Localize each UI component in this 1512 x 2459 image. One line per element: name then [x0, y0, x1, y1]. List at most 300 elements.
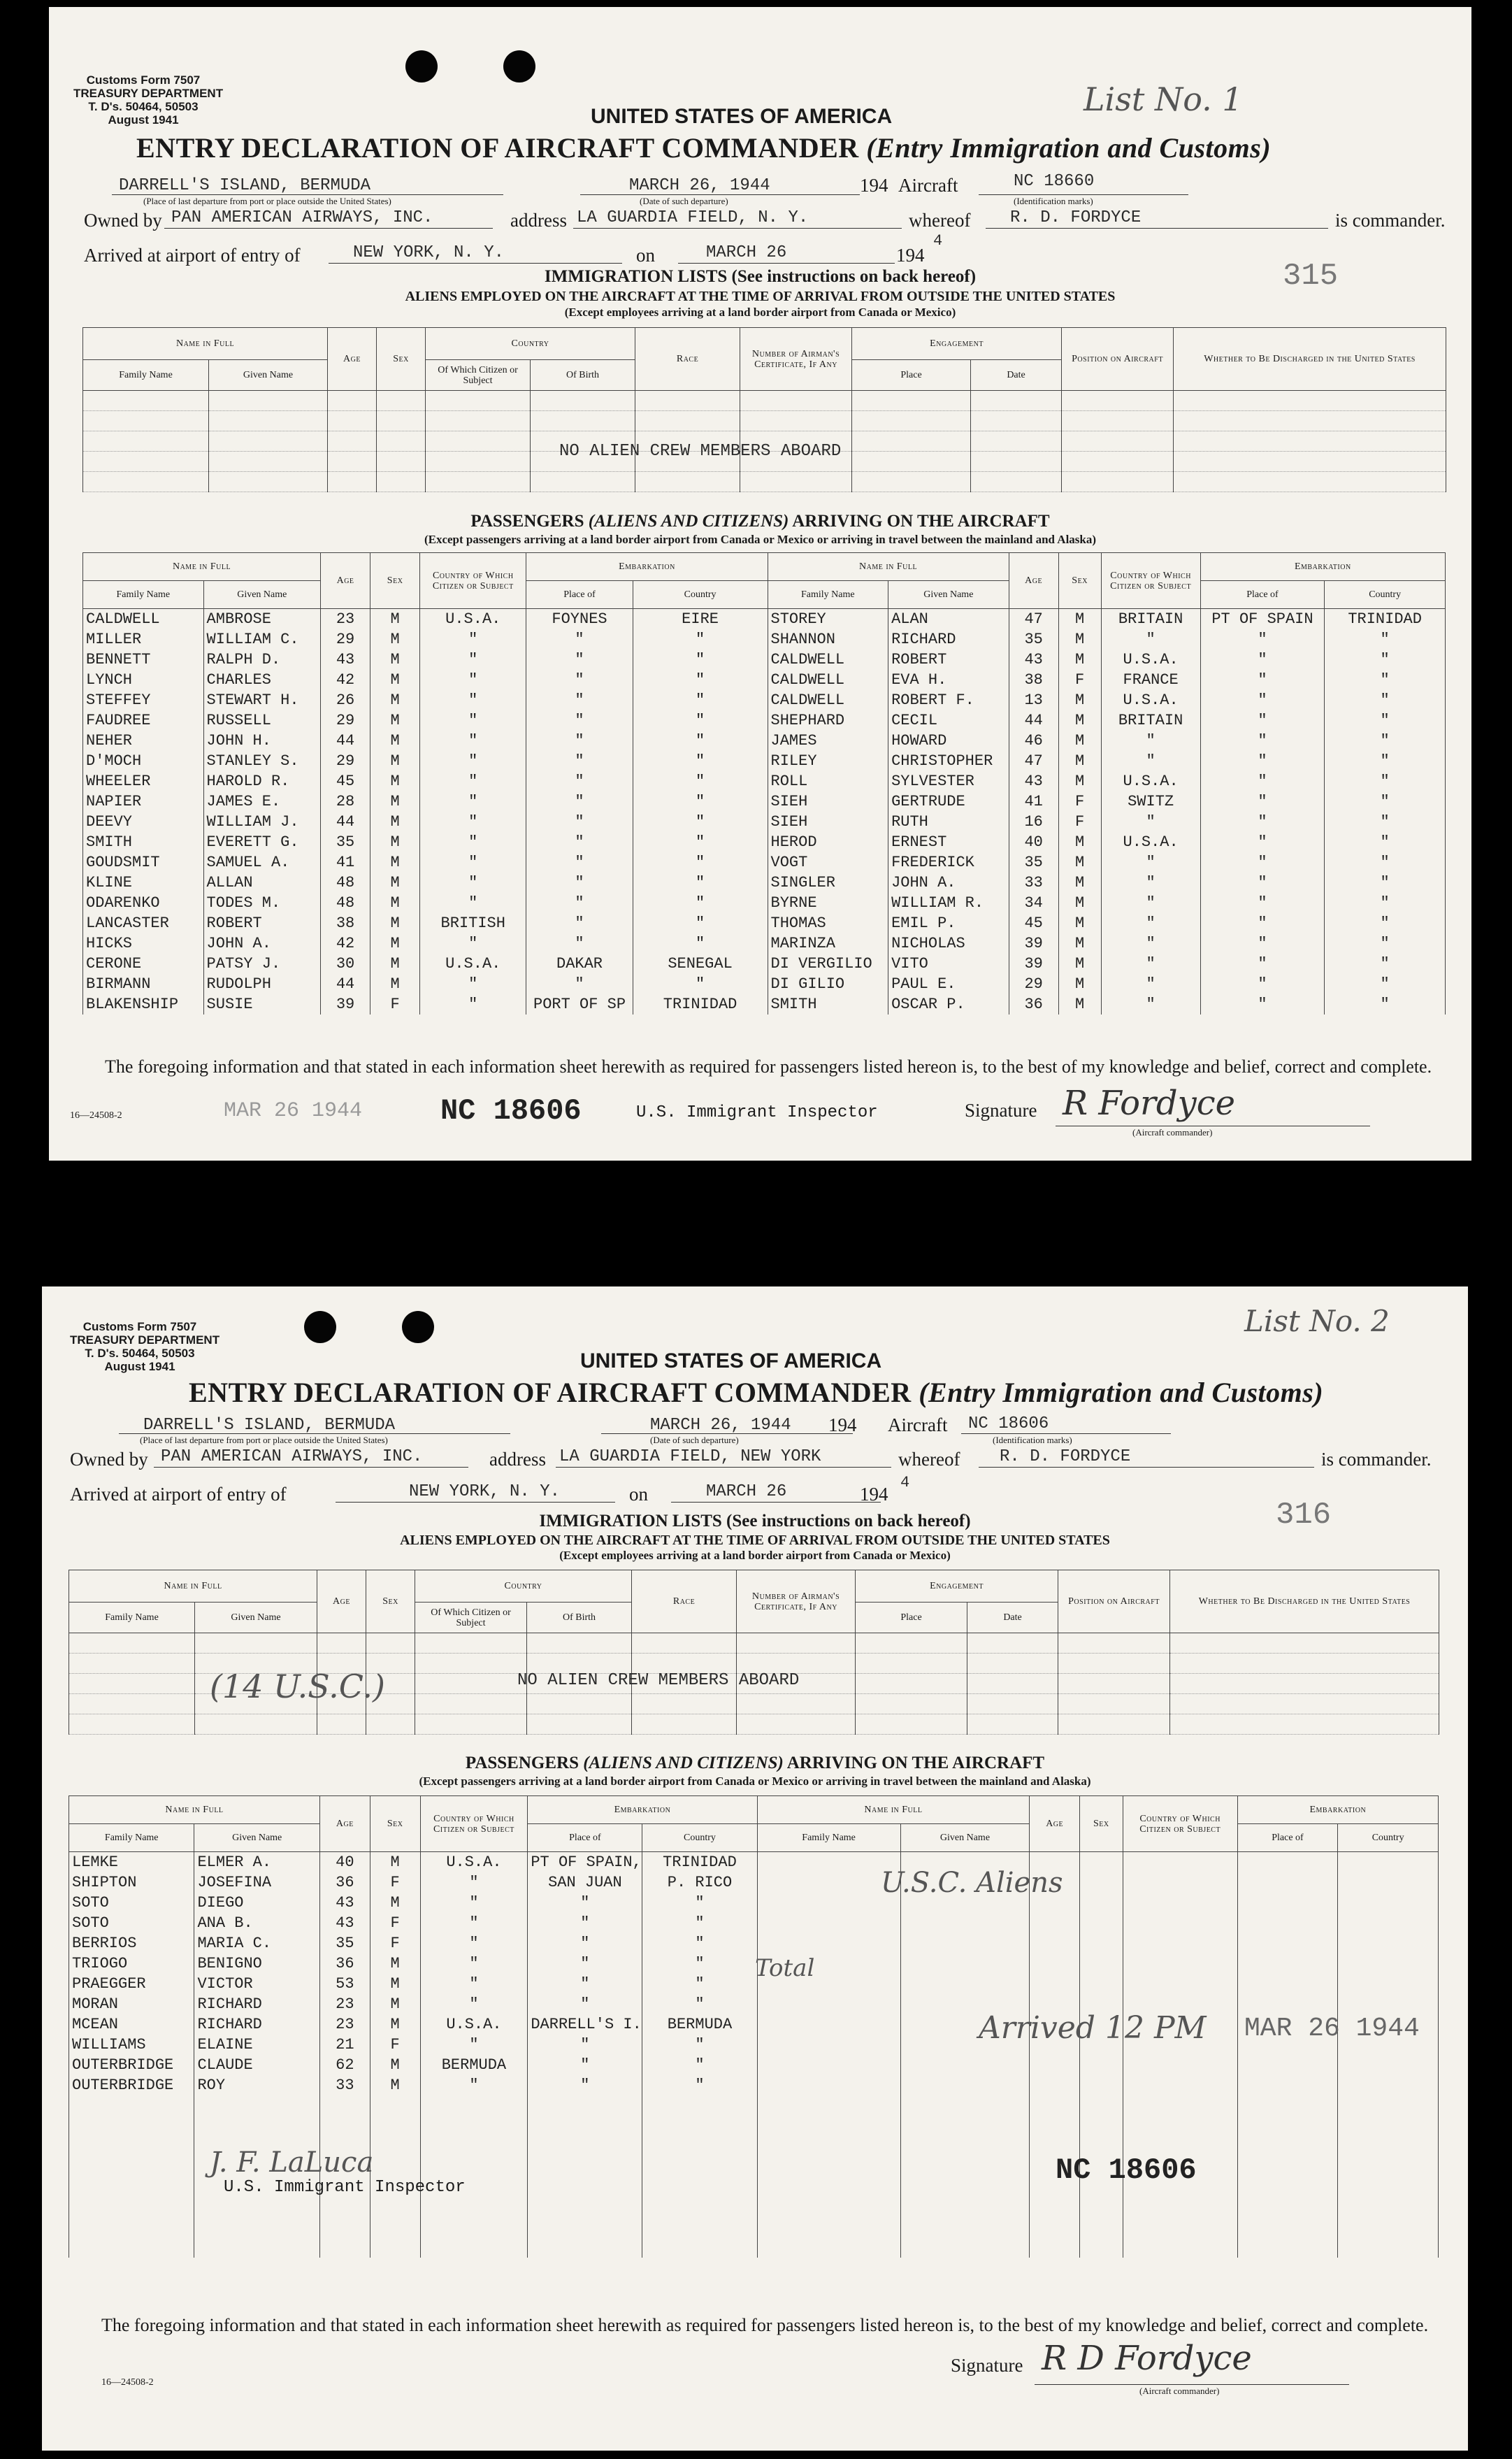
passenger-cell: M — [1058, 690, 1101, 710]
passenger-cell — [528, 2136, 642, 2156]
passenger-cell: MARINZA — [768, 933, 888, 954]
inspector-label: U.S. Immigrant Inspector — [224, 2178, 466, 2197]
passenger-cell: HAROLD R. — [203, 771, 321, 791]
passenger-cell: WILLIAM J. — [203, 812, 321, 832]
passenger-cell: LEMKE — [69, 1852, 194, 1873]
passenger-cell — [1123, 1893, 1237, 1913]
passenger-cell: GERTRUDE — [888, 791, 1009, 812]
passenger-cell — [1237, 1893, 1338, 1913]
owner: PAN AMERICAN AIRWAYS, INC. — [171, 208, 433, 227]
passenger-cell: M — [1058, 994, 1101, 1015]
table-row — [83, 994, 1446, 1015]
passenger-cell: " — [420, 832, 526, 852]
table-row — [83, 974, 1446, 994]
passenger-cell: SOTO — [69, 1893, 194, 1913]
passenger-cell: OUTERBRIDGE — [69, 2055, 194, 2075]
passenger-cell — [1237, 2116, 1338, 2136]
passenger-cell — [1338, 1953, 1439, 1974]
passenger-cell: HOWARD — [888, 731, 1009, 751]
passenger-cell — [1080, 1974, 1123, 1994]
passenger-cell: 42 — [321, 933, 370, 954]
passenger-cell: " — [1200, 974, 1325, 994]
passenger-cell — [1338, 2217, 1439, 2237]
passenger-cell: 36 — [319, 1953, 370, 1974]
passenger-cell: SIEH — [768, 812, 888, 832]
table-row — [69, 1872, 1439, 1893]
passenger-cell — [1338, 1852, 1439, 1873]
aircraft-id: NC 18660 — [1014, 172, 1095, 191]
passenger-cell: DEEVY — [83, 812, 204, 832]
passenger-cell: ERNEST — [888, 832, 1009, 852]
passenger-cell: BRITISH — [420, 913, 526, 933]
passenger-cell: " — [420, 2035, 528, 2055]
passenger-cell: RILEY — [768, 751, 888, 771]
passenger-cell: ROY — [194, 2075, 319, 2095]
passenger-cell — [900, 2095, 1030, 2116]
passenger-cell: " — [633, 832, 768, 852]
passenger-cell — [1030, 1974, 1080, 1994]
passenger-cell: " — [1200, 933, 1325, 954]
passenger-cell — [1237, 2217, 1338, 2237]
passenger-cell: STEFFEY — [83, 690, 204, 710]
table-row — [83, 893, 1446, 913]
passenger-cell: EVA H. — [888, 670, 1009, 690]
passenger-cell: SWITZ — [1101, 791, 1200, 812]
owner: PAN AMERICAN AIRWAYS, INC. — [161, 1447, 423, 1466]
passenger-table: Name in Full Age Sex Country of Which Citizen or Subject Embarkation Name in Full Age Sex Country of Which Citizen or Subject Embarkation Family Name Given Name Place of Country Family Name Given Name Place of Country CALDWELL AMBROSE 23 M U.S.A. FOYNES EIRE STOREY ALAN 47 M BRITAIN PT OF SPAIN TRINIDAD MILLER WILLIAM C. 29 M " " " SHANNON RICHARD 35 M " " " BENNETT RALPH D. 43 M " " " CALDWELL ROBERT 43 M U.S.A. " " LYNCH CHARLES 42 M " " " CALDWELL EVA H. 38 F FRANCE " " STEFFEY STEWART H. 26 M " " " CALDWELL ROBERT F. 13 M U.S.A. " " FAUDREE RUSSELL 29 M " " " SHEPHARD CECIL 44 M BRITAIN " " NEHER JOHN H. 44 M " " " JAMES HOWARD 46 M " " " D'MOCH STANLEY S. 29 M " " " RILEY CHRISTOPHER 47 M " " " WHEELER HAROLD R. 45 M " " " ROLL SYLVESTER 43 M U.S.A. " " NAPIER JAMES E. 28 M " " " SIEH GERTRUDE 41 F SWITZ " " DEEVY WILLIAM J. 44 M " " " SIEH RUTH 16 F " " " SMITH EVERETT G. 35 M " " " HEROD ERNEST 40 M U.S.A. " " GOUDSMIT SAMUEL A. 41 M " " " VOGT FREDERICK 35 M " " " KLINE ALLAN 48 M " " " SINGLER JOHN A. 33 M " " " ODARENKO TODES M. 48 M " " " BYRNE WILLIAM R. 34 M " " " LANCASTER ROBERT 38 M BRITISH " " THOMAS EMIL P. 45 M " " " HICKS JOHN A. 42 M " " " MARINZA NICHOLAS 39 M " " " CERONE PATSY J. 30 M U.S.A. DAKAR SENEGAL DI VERGILIO VITO 39 M " " " BIRMANN RUDOLPH 44 M " " " DI GILIO PAUL E. 29 M " " " BLAKENSHIP SUSIE 39 F " PORT OF SP TRINIDAD SMITH OSCAR P. 36 M " " " — [82, 552, 1446, 1015]
table-row — [69, 1933, 1439, 1953]
form-title: ENTRY DECLARATION OF AIRCRAFT COMMANDER (Entry Immigration and Customs) — [189, 1377, 1324, 1408]
passenger-cell: " — [633, 629, 768, 650]
passenger-cell: RUDOLPH — [203, 974, 321, 994]
passenger-cell: " — [420, 650, 526, 670]
passenger-cell — [1237, 2075, 1338, 2095]
passenger-cell: 23 — [321, 609, 370, 630]
table-row — [69, 1852, 1439, 1873]
passenger-cell: M — [370, 1974, 420, 1994]
passenger-cell: " — [420, 893, 526, 913]
table-row — [69, 1913, 1439, 1933]
form-number: Customs Form 7507 TREASURY DEPARTMENT T. D's. 50464, 50503 August 1941 — [73, 73, 224, 127]
passenger-cell — [1123, 2237, 1237, 2258]
passenger-cell — [1338, 2237, 1439, 2258]
passenger-cell: 38 — [321, 913, 370, 933]
passenger-cell: " — [1101, 629, 1200, 650]
passenger-cell: " — [420, 751, 526, 771]
passenger-cell: M — [1058, 751, 1101, 771]
table-row — [83, 670, 1446, 690]
passenger-cell — [1237, 1974, 1338, 1994]
passenger-cell: " — [1325, 751, 1446, 771]
passenger-cell — [1030, 1953, 1080, 1974]
passenger-cell — [420, 2136, 528, 2156]
passenger-cell: JOHN A. — [888, 873, 1009, 893]
passenger-cell: SAN JUAN — [528, 1872, 642, 1893]
passenger-cell — [757, 2116, 900, 2136]
passenger-cell — [1123, 2197, 1237, 2217]
passenger-cell: FREDERICK — [888, 852, 1009, 873]
passenger-cell: CECIL — [888, 710, 1009, 731]
table-row — [83, 609, 1446, 630]
passenger-cell: 35 — [1009, 852, 1058, 873]
passenger-cell: " — [1325, 629, 1446, 650]
passenger-cell: 45 — [1009, 913, 1058, 933]
passenger-cell — [1080, 2217, 1123, 2237]
passenger-cell: ROLL — [768, 771, 888, 791]
passenger-cell — [420, 2217, 528, 2237]
passenger-cell: " — [1325, 933, 1446, 954]
table-row — [69, 2116, 1439, 2136]
passenger-cell: " — [1325, 731, 1446, 751]
passenger-cell — [757, 2156, 900, 2177]
passenger-cell: 23 — [319, 2014, 370, 2035]
passenger-cell — [528, 2156, 642, 2177]
passenger-cell: PT OF SPAIN, — [528, 1852, 642, 1873]
passenger-cell: " — [420, 933, 526, 954]
passenger-cell: JOSEFINA — [194, 1872, 319, 1893]
passenger-cell: 13 — [1009, 690, 1058, 710]
passenger-cell: " — [420, 812, 526, 832]
place-of-departure: DARRELL'S ISLAND, BERMUDA — [119, 176, 371, 195]
passenger-cell — [194, 2116, 319, 2136]
table-row — [83, 710, 1446, 731]
passenger-cell — [1123, 1953, 1237, 1974]
table-row — [69, 2035, 1439, 2055]
passenger-cell — [757, 1872, 900, 1893]
passenger-cell: M — [370, 852, 420, 873]
arrival-airport: NEW YORK, N. Y. — [353, 243, 505, 262]
passenger-cell: CALDWELL — [768, 690, 888, 710]
passenger-cell — [900, 2075, 1030, 2095]
table-row — [83, 913, 1446, 933]
passenger-cell: U.S.A. — [1101, 832, 1200, 852]
passenger-cell: 46 — [1009, 731, 1058, 751]
passenger-cell — [1338, 1974, 1439, 1994]
passenger-cell: SHEPHARD — [768, 710, 888, 731]
passenger-cell — [642, 2136, 757, 2156]
passenger-cell: HEROD — [768, 832, 888, 852]
passenger-cell: 43 — [1009, 771, 1058, 791]
passenger-cell: M — [1058, 731, 1101, 751]
table-row — [83, 731, 1446, 751]
passenger-cell: U.S.A. — [420, 1852, 528, 1873]
passenger-cell: 62 — [319, 2055, 370, 2075]
passenger-cell: " — [528, 1994, 642, 2014]
passenger-cell: " — [642, 1933, 757, 1953]
passenger-cell: F — [370, 1933, 420, 1953]
passenger-cell — [1237, 2136, 1338, 2156]
passenger-cell — [420, 2095, 528, 2116]
passenger-cell — [370, 2116, 420, 2136]
passenger-cell: 34 — [1009, 893, 1058, 913]
passenger-cell: 47 — [1009, 609, 1058, 630]
aircraft-id: NC 18606 — [968, 1414, 1049, 1433]
passenger-cell — [1080, 2197, 1123, 2217]
passenger-cell: " — [526, 873, 633, 893]
passenger-cell: 53 — [319, 1974, 370, 1994]
table-row — [69, 2095, 1439, 2116]
passenger-cell: " — [1101, 933, 1200, 954]
passenger-cell — [1123, 2217, 1237, 2237]
passenger-cell: " — [642, 2075, 757, 2095]
passenger-cell: M — [370, 2055, 420, 2075]
table-row — [83, 873, 1446, 893]
passenger-cell — [757, 1933, 900, 1953]
passenger-cell — [1237, 2095, 1338, 2116]
passenger-cell: AMBROSE — [203, 609, 321, 630]
passenger-cell — [900, 2116, 1030, 2136]
passenger-cell: 39 — [1009, 954, 1058, 974]
country-heading: UNITED STATES OF AMERICA — [580, 1349, 882, 1372]
passenger-cell: " — [1200, 832, 1325, 852]
passenger-cell: " — [526, 791, 633, 812]
punch-hole — [405, 50, 438, 83]
passenger-cell: " — [526, 913, 633, 933]
passenger-cell: NICHOLAS — [888, 933, 1009, 954]
passenger-cell: " — [1101, 873, 1200, 893]
passenger-cell — [757, 2237, 900, 2258]
passenger-cell — [528, 2217, 642, 2237]
passenger-cell — [420, 2197, 528, 2217]
passenger-cell: M — [1058, 710, 1101, 731]
passenger-cell — [1030, 2237, 1080, 2258]
passenger-cell — [1030, 2075, 1080, 2095]
passenger-cell: " — [420, 1994, 528, 2014]
passenger-cell: 44 — [321, 812, 370, 832]
passenger-cell — [1080, 1872, 1123, 1893]
passenger-cell: 41 — [1009, 791, 1058, 812]
passenger-cell: " — [1325, 812, 1446, 832]
passenger-cell: SMITH — [83, 832, 204, 852]
table-row — [83, 832, 1446, 852]
handwritten-total: Total — [755, 1954, 815, 1982]
passenger-cell: " — [1101, 812, 1200, 832]
passenger-cell: BENIGNO — [194, 1953, 319, 1974]
passenger-cell — [1338, 2136, 1439, 2156]
passenger-cell: " — [642, 1913, 757, 1933]
passenger-cell: M — [370, 832, 420, 852]
passenger-cell — [528, 2116, 642, 2136]
passenger-cell: TRINIDAD — [1325, 609, 1446, 630]
passenger-cell: " — [1200, 629, 1325, 650]
passenger-cell — [1080, 2116, 1123, 2136]
passenger-cell: P. RICO — [642, 1872, 757, 1893]
passenger-cell: M — [370, 731, 420, 751]
passenger-cell — [319, 2217, 370, 2237]
table-row — [69, 2197, 1439, 2217]
passenger-cell: " — [528, 1893, 642, 1913]
passenger-cell — [69, 2156, 194, 2177]
passenger-cell: FRANCE — [1101, 670, 1200, 690]
passenger-cell: " — [420, 994, 526, 1015]
passenger-cell: PORT OF SP — [526, 994, 633, 1015]
passenger-cell — [1338, 2177, 1439, 2197]
passenger-cell — [1338, 1872, 1439, 1893]
passenger-cell: " — [528, 2075, 642, 2095]
passenger-cell: 33 — [319, 2075, 370, 2095]
passenger-cell: " — [420, 1933, 528, 1953]
punch-hole — [304, 1311, 336, 1343]
passenger-cell: " — [1200, 751, 1325, 771]
passenger-cell: " — [526, 771, 633, 791]
passenger-cell — [194, 2197, 319, 2217]
passenger-cell: RICHARD — [888, 629, 1009, 650]
passenger-cell: RUSSELL — [203, 710, 321, 731]
passenger-cell: " — [1200, 913, 1325, 933]
passenger-cell: " — [1101, 954, 1200, 974]
passenger-cell: MCEAN — [69, 2014, 194, 2035]
commander: R. D. FORDYCE — [1000, 1447, 1131, 1466]
crew-note: NO ALIEN CREW MEMBERS ABOARD — [559, 442, 842, 461]
passenger-cell: M — [1058, 650, 1101, 670]
passenger-cell: M — [370, 710, 420, 731]
passenger-cell: CLAUDE — [194, 2055, 319, 2075]
passenger-cell — [528, 2237, 642, 2258]
passenger-cell: FOYNES — [526, 609, 633, 630]
passenger-cell: " — [420, 1913, 528, 1933]
passenger-cell — [1338, 1893, 1439, 1913]
passenger-cell: M — [1058, 913, 1101, 933]
passenger-cell: WILLIAM R. — [888, 893, 1009, 913]
passenger-cell — [420, 2156, 528, 2177]
passenger-cell — [642, 2237, 757, 2258]
passenger-cell: LANCASTER — [83, 913, 204, 933]
passenger-cell: STANLEY S. — [203, 751, 321, 771]
passenger-cell: 35 — [321, 832, 370, 852]
declaration-sheet-2: Customs Form 7507 TREASURY DEPARTMENT T. D's. 50464, 50503 August 1941 List No. 2 UNITED STATES OF AMERICA ENTRY DECLARATION OF AIRCRAFT COMMANDER (Entry Immigration and Customs) DARRELL'S ISLAND, BERMUDA MARCH 26, 1944 194 Aircraft NC 18606 (Place of last departure from port or place outside the United States) (Date of such departure) (Identification marks) Owned by PAN AMERICAN AIRWAYS, INC. address LA GUARDIA FIELD, NEW YORK whereof R. D. FORDYCE is commander. Arrived at airport of entry of NEW YORK, N. Y. on MARCH 26 194 4 316 IMMIGRATION LISTS (See instructions on back hereof) ALIENS EMPLOYED ON THE AIRCRAFT AT THE TIME OF ARRIVAL FROM OUTSIDE THE UNITED STATES (Except employees arriving at a land border airport from Canada or Mexico) Name in Full Age Sex Country Race Number of Airman's Certificate, If Any Engagement Position on Aircraft Whether to Be Discharged in the United States Family Name Given Name Of Which Citizen or Subject Of Birth Place Date NO ALIEN CREW MEMBERS ABOARD (14 U.S.C.) PASSENGERS (ALIENS AND CITIZENS) ARRIVING ON THE AIRCRAFT (Except passengers arriving at a land border airport from Canada or Mexico or arriving in travel between the mainland and Alaska) Name in Full Age Sex Country of Which Citizen or Subject Embarkation Name in Full Age Sex Country of Which Citizen or Subject Embarkation Family Name Given Name Place of Country Family Name Given Name Place of Country LEMKE ELMER A. 40 M U.S.A. PT OF SPAIN, TRINIDAD SHIPTON JOSEFINA 36 F " SAN JUAN P. RICO SOTO DIEGO 43 M " " " SOTO ANA B. 43 F " " " BERRIOS MARIA C. 35 F " " " TRIOGO BENIGNO 36 M " " " PRAEGGER VICTOR 53 M " " " MORAN RICHARD 23 M " " " MCEAN RICHARD 23 M U.S.A. DARRELL'S I. BERMUDA WILLIAMS ELAINE 21 F " " " OUTERBRIDGE CLAUDE 62 M BERMUDA " " OUTERBRIDGE ROY 33 M " " " U.S.C. Aliens Total Arrived 12 PM MAR 26 1944 NC 18606 J. F. LaLuca U.S. Immigrant Inspector The foregoing information and that stated in each information sheet herewith as required for passengers listed hereon is, to the best of my knowledge and belief, correct and complete. 16—24508-2 Signature R D Fordyce (Aircraft commander) — [42, 1286, 1468, 2451]
table-row — [69, 2217, 1439, 2237]
passengers-heading: PASSENGERS (ALIENS AND CITIZENS) ARRIVING ON THE AIRCRAFT — [470, 512, 1050, 531]
passenger-cell — [1030, 2197, 1080, 2217]
passenger-cell: PATSY J. — [203, 954, 321, 974]
passenger-cell — [528, 2197, 642, 2217]
commander-signature: R D Fordyce — [1042, 2339, 1252, 2378]
passenger-cell: CERONE — [83, 954, 204, 974]
passenger-cell: " — [1200, 710, 1325, 731]
passenger-cell: BERRIOS — [69, 1933, 194, 1953]
passenger-cell: " — [1101, 893, 1200, 913]
table-row — [83, 954, 1446, 974]
owner-address: LA GUARDIA FIELD, N. Y. — [577, 208, 809, 227]
passenger-cell — [1123, 2095, 1237, 2116]
table-row — [83, 933, 1446, 954]
form-title: ENTRY DECLARATION OF AIRCRAFT COMMANDER (Entry Immigration and Customs) — [136, 132, 1272, 164]
passenger-cell — [1237, 1953, 1338, 1974]
passenger-cell: RICHARD — [194, 2014, 319, 2035]
passenger-cell — [1123, 1974, 1237, 1994]
passenger-cell — [757, 1893, 900, 1913]
passenger-cell — [1237, 1872, 1338, 1893]
passenger-cell: M — [370, 974, 420, 994]
passenger-cell: " — [420, 873, 526, 893]
passenger-cell: PRAEGGER — [69, 1974, 194, 1994]
passenger-cell — [370, 2197, 420, 2217]
table-row — [69, 1974, 1439, 1994]
passenger-cell: JAMES — [768, 731, 888, 751]
passenger-cell: 48 — [321, 893, 370, 913]
passenger-cell: M — [370, 933, 420, 954]
passenger-cell — [757, 1994, 900, 2014]
arrival-date: MARCH 26 — [706, 243, 787, 262]
passenger-cell: SHANNON — [768, 629, 888, 650]
passengers-heading: PASSENGERS (ALIENS AND CITIZENS) ARRIVING ON THE AIRCRAFT — [465, 1754, 1045, 1772]
passenger-cell: RALPH D. — [203, 650, 321, 670]
passenger-cell: DI GILIO — [768, 974, 888, 994]
passenger-cell — [1237, 1933, 1338, 1953]
passenger-cell — [1338, 1994, 1439, 2014]
passenger-cell — [757, 2217, 900, 2237]
passenger-cell: " — [526, 710, 633, 731]
list-number: List No. 2 — [1244, 1304, 1390, 1338]
table-row — [83, 812, 1446, 832]
punch-hole — [503, 50, 535, 83]
passenger-cell — [1338, 1913, 1439, 1933]
table-row — [69, 2075, 1439, 2095]
passenger-cell: F — [1058, 791, 1101, 812]
passenger-cell — [1237, 2177, 1338, 2197]
passenger-cell: JOHN A. — [203, 933, 321, 954]
passenger-cell: ROBERT F. — [888, 690, 1009, 710]
table-row — [83, 791, 1446, 812]
passenger-cell — [319, 2095, 370, 2116]
passenger-cell: CHRISTOPHER — [888, 751, 1009, 771]
passenger-cell: M — [370, 629, 420, 650]
passenger-cell: U.S.A. — [420, 954, 526, 974]
passenger-cell: VITO — [888, 954, 1009, 974]
passenger-cell: M — [370, 1994, 420, 2014]
passenger-cell: " — [1325, 954, 1446, 974]
passenger-cell — [900, 2156, 1030, 2177]
passenger-cell: " — [633, 913, 768, 933]
passenger-cell — [1338, 2095, 1439, 2116]
crew-note: NO ALIEN CREW MEMBERS ABOARD — [517, 1671, 800, 1690]
passenger-cell — [1237, 2156, 1338, 2177]
passenger-cell: " — [633, 933, 768, 954]
passenger-cell — [1080, 2055, 1123, 2075]
passenger-cell: M — [370, 670, 420, 690]
passenger-cell: " — [1200, 650, 1325, 670]
passenger-cell: " — [1101, 751, 1200, 771]
passenger-cell — [1123, 1933, 1237, 1953]
passenger-cell: KLINE — [83, 873, 204, 893]
passenger-cell: 45 — [321, 771, 370, 791]
table-row — [69, 2014, 1439, 2035]
passenger-cell: " — [633, 771, 768, 791]
punch-hole — [402, 1311, 434, 1343]
passenger-cell: " — [1325, 690, 1446, 710]
passenger-cell — [528, 2177, 642, 2197]
passenger-cell: M — [370, 751, 420, 771]
passenger-cell: " — [420, 852, 526, 873]
passenger-cell: JAMES E. — [203, 791, 321, 812]
passenger-cell — [420, 2116, 528, 2136]
passenger-cell: OSCAR P. — [888, 994, 1009, 1015]
passenger-cell: " — [1325, 710, 1446, 731]
passenger-cell: " — [420, 1974, 528, 1994]
passenger-cell: " — [1101, 994, 1200, 1015]
table-row — [83, 690, 1446, 710]
passenger-cell — [69, 2217, 194, 2237]
passenger-cell: THOMAS — [768, 913, 888, 933]
passenger-cell: " — [420, 731, 526, 751]
passenger-cell: M — [370, 873, 420, 893]
passenger-cell: " — [1325, 974, 1446, 994]
passenger-cell: " — [420, 710, 526, 731]
passenger-cell: 47 — [1009, 751, 1058, 771]
passenger-cell: " — [526, 852, 633, 873]
passenger-cell: 43 — [319, 1913, 370, 1933]
passenger-cell: WILLIAMS — [69, 2035, 194, 2055]
